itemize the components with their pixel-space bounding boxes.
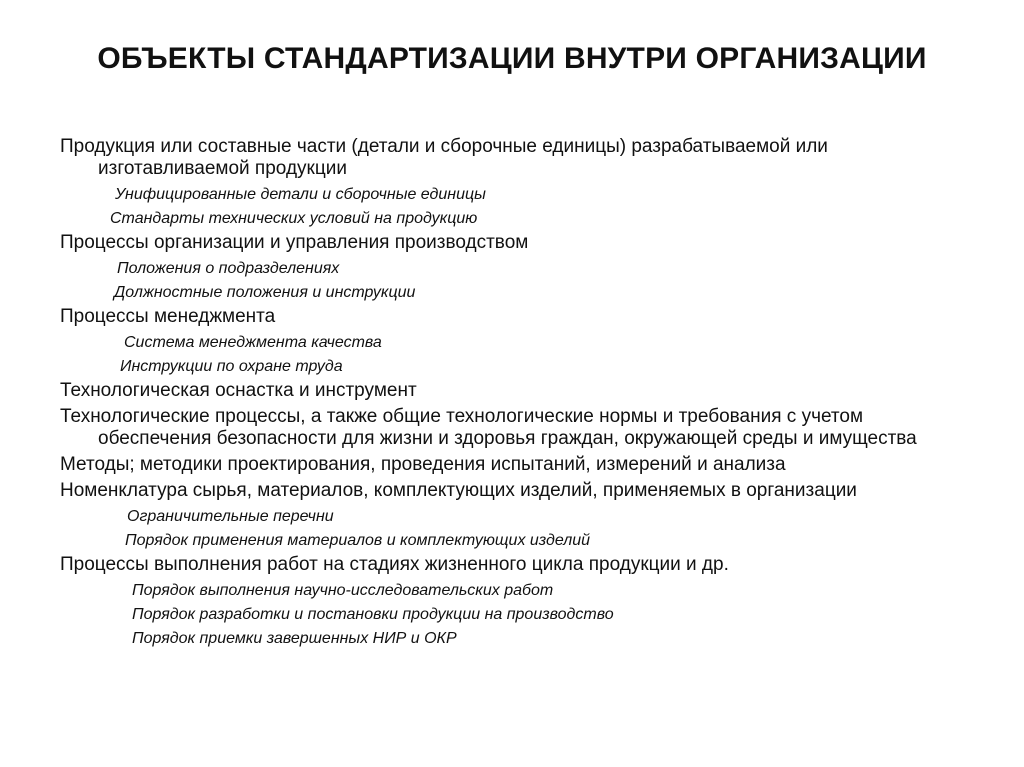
list-item: Продукция или составные части (детали и сборочные единицы) разрабатываемой или изготавливаемой продукции bbox=[60, 136, 828, 179]
sub-item: Порядок выполнения научно-исследовательских работ bbox=[132, 582, 554, 599]
list-item: Процессы менеджмента bbox=[60, 306, 276, 327]
list-item: Процессы выполнения работ на стадиях жизненного цикла продукции и др. bbox=[60, 554, 729, 575]
sub-item: Положения о подразделениях bbox=[117, 260, 340, 277]
slide-content bbox=[60, 136, 960, 652]
sub-item: Унифицированные детали и сборочные единицы bbox=[115, 186, 486, 203]
list-item: Процессы организации и управления производством bbox=[60, 232, 529, 253]
list-item: Методы; методики проектирования, проведения испытаний, измерений и анализа bbox=[60, 454, 786, 475]
list-item: Номенклатура сырья, материалов, комплектующих изделий, применяемых в организации bbox=[60, 480, 857, 501]
sub-item: Стандарты технических условий на продукцию bbox=[110, 210, 478, 227]
sub-item: Порядок разработки и постановки продукции на производство bbox=[132, 606, 614, 623]
sub-item: Должностные положения и инструкции bbox=[114, 284, 416, 301]
list-item: Технологические процессы, а также общие технологические нормы и требования с учетом обеспечения безопасности для жизни и здоровья граждан, окружающей среды и имущества bbox=[60, 406, 917, 449]
list-item: Технологическая оснастка и инструмент bbox=[60, 380, 417, 401]
sub-item: Порядок применения материалов и комплектующих изделий bbox=[125, 532, 591, 549]
sub-item: Порядок приемки завершенных НИР и ОКР bbox=[132, 630, 457, 647]
sub-item: Система менеджмента качества bbox=[124, 334, 382, 351]
slide-title: ОБЪЕКТЫ СТАНДАРТИЗАЦИИ ВНУТРИ ОРГАНИЗАЦИИ bbox=[97, 42, 927, 75]
sub-item: Ограничительные перечни bbox=[127, 508, 334, 525]
sub-item: Инструкции по охране труда bbox=[120, 358, 343, 375]
